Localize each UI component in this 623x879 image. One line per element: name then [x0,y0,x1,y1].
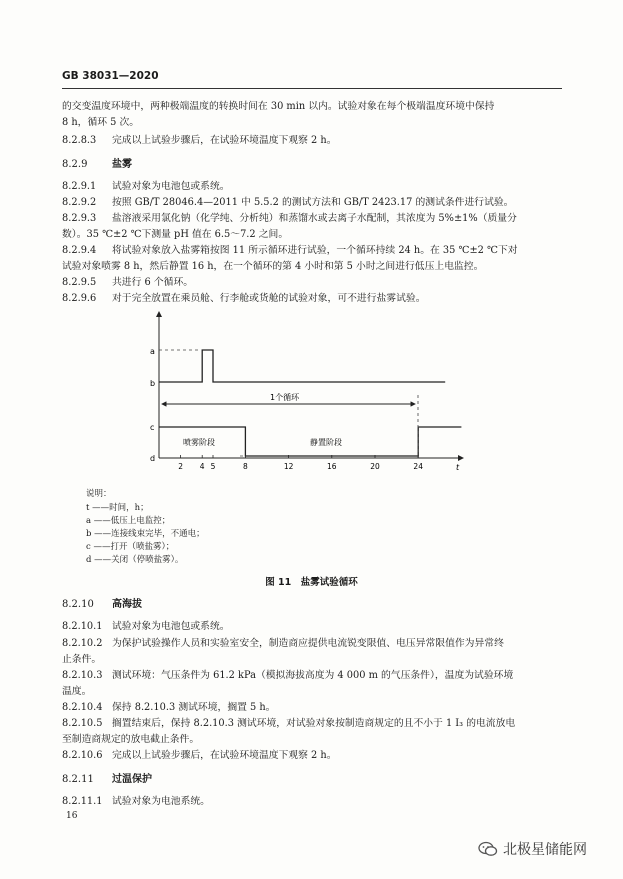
clause-text: 试验对象为电池包或系统。 [112,181,230,192]
clause-text: 完成以上试验步骤后，在试验环境温度下观察 2 h。 [112,135,337,146]
legend-item: a ——低压上电监控； [86,516,171,526]
level-label-c: c [150,423,155,432]
clause-continuation: 试验对象喷雾 8 h，然后静置 16 h，在一个循环的第 4 小时和第 5 小时之间进行低压上电监控。 [62,261,484,272]
clause-text: 试验对象为电池包或系统。 [112,621,230,632]
clause-number: 8.2.11.1 [62,796,103,807]
clause-number: 8.2.10.5 [62,718,103,729]
standard-header: GB 38031—2020 [62,70,159,82]
figure-caption: 图 11 盐雾试验循环 [265,577,358,588]
section-8-2-10-heading [62,598,142,612]
legend-item: t ——时间，h； [86,503,149,513]
clause-8-2-10-2 [62,637,504,651]
clause-text: 盐溶液采用氯化钠（化学纯、分析纯）和蒸馏水或去离子水配制，其浓度为 5%±1%（质量分 [112,213,517,224]
clause-8-2-10-4 [62,701,275,715]
clause-8-2-10-1 [62,620,230,634]
legend-item: b ——连接线束完毕，不通电； [86,529,205,539]
x-tick-label: 20 [370,462,380,471]
section-title: 过温保护 [112,774,152,785]
clause-number: 8.2.10.2 [62,638,103,649]
clause-number: 8.2.8.3 [62,135,97,146]
wechat-icon [478,839,498,859]
page-number: 16 [66,811,78,821]
paragraph-continuation: 8 h，循环 5 次。 [62,117,140,128]
clause-text: 保持 8.2.10.3 测试环境，搁置 5 h。 [112,702,276,713]
clause-text: 完成以上试验步骤后，在试验环境温度下观察 2 h。 [112,750,337,761]
watermark-text: 北极星储能网 [503,842,587,858]
section-number: 8.2.9 [62,159,88,170]
x-tick-label: 5 [210,462,216,471]
section-8-2-11-heading [62,773,152,787]
clause-number: 8.2.9.4 [62,245,97,256]
paragraph-continuation: 的交变温度环境中，两种极端温度的转换时间在 30 min 以内。试验对象在每个极端温度环境中保持 [62,101,495,112]
level-label-a: a [150,347,155,356]
clause-8-2-10-6 [62,749,337,763]
clause-text: 测试环境：气压条件为 61.2 kPa（模拟海拔高度为 4 000 m 的气压条件），温度为试验环境 [112,670,514,681]
section-number: 8.2.11 [62,774,94,785]
clause-number: 8.2.10.6 [62,750,103,761]
clause-number: 8.2.9.1 [62,181,97,192]
x-tick-label: 4 [199,462,205,471]
clause-number: 8.2.10.1 [62,621,103,632]
clause-text: 搁置结束后，保持 8.2.10.3 测试环境，对试验对象按制造商规定的且不小于 1 I₃ 的电流放电 [112,718,516,729]
spray-phase-label: 喷雾阶段 [183,438,215,447]
clause-number: 8.2.10.3 [62,670,103,681]
rest-phase-label: 静置阶段 [310,438,342,447]
clause-8-2-11-1 [62,795,210,809]
clause-text: 试验对象为电池系统。 [112,796,210,807]
clause-continuation: 温度。 [62,686,92,697]
section-title: 高海拔 [112,599,142,610]
clause-number: 8.2.9.5 [62,277,97,288]
x-tick-label: 8 [243,462,248,471]
watermark [478,839,587,859]
clause-number: 8.2.9.2 [62,197,97,208]
cycle-label: 1个循环 [270,393,300,402]
section-number: 8.2.10 [62,599,94,610]
x-tick-label: 2 [178,462,183,471]
legend-title: 说明： [86,489,112,499]
monitor-signal-line [159,350,445,382]
t-axis-label: t [456,463,460,472]
x-tick-group [178,455,423,471]
legend-item: c ——打开（喷盐雾）； [86,542,175,552]
clause-text: 共进行 6 个循环。 [112,277,194,288]
section-title: 盐雾 [112,159,132,170]
x-tick-label: 16 [327,462,337,471]
clause-continuation: 数）。35 ℃±2 ℃下测量 pH 值在 6.5～7.2 之间。 [62,229,289,240]
clause-continuation: 至制造商规定的放电截止条件。 [62,734,200,745]
legend-item: d ——关闭（停喷盐雾）。 [86,555,184,565]
clause-8-2-10-3 [62,669,513,683]
clause-number: 8.2.9.3 [62,213,97,224]
clause-text: 将试验对象放入盐雾箱按图 11 所示循环进行试验，一个循环持续 24 h。在 35 ℃±2 ℃下对 [112,245,518,256]
level-label-b: b [150,379,156,388]
x-tick-label: 12 [283,462,294,471]
clause-continuation: 止条件。 [62,654,102,665]
clause-text: 按照 GB/T 28046.4—2011 中 5.5.2 的测试方法和 GB/T 2423.17 的测试条件进行试验。 [112,197,514,208]
clause-8-2-10-5 [62,717,515,731]
clause-text: 为保护试验操作人员和实验室安全，制造商应提供电流锐变限值、电压异常限值作为异常终 [112,638,504,649]
clause-number: 8.2.10.4 [62,702,103,713]
level-label-d: d [150,454,156,463]
x-tick-label: 24 [413,462,423,471]
clause-text: 对于完全放置在乘员舱、行李舱或货舱的试验对象，可不进行盐雾试验。 [112,293,426,304]
clause-number: 8.2.9.6 [62,293,97,304]
